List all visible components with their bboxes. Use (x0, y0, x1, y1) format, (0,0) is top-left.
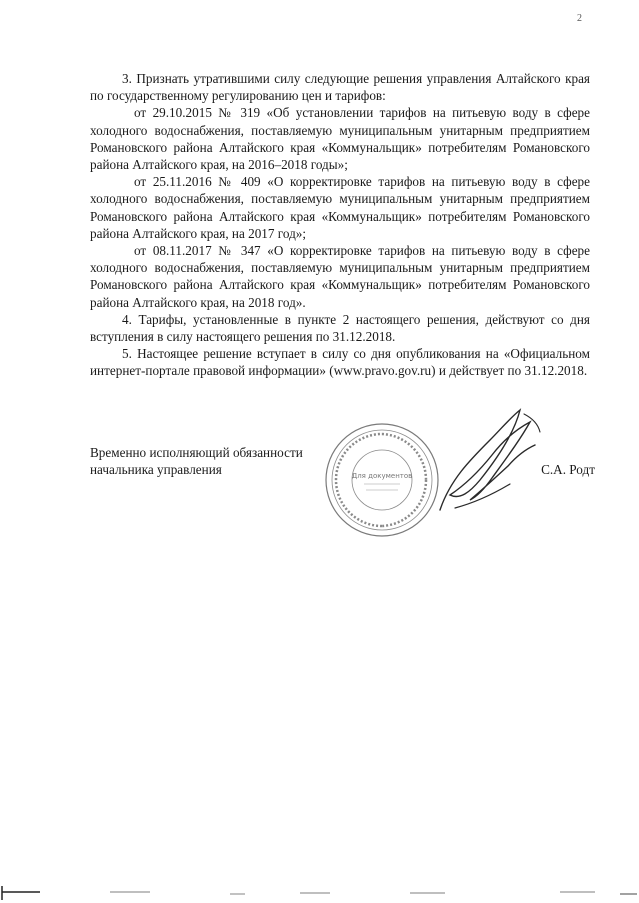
stamp-inner-text: Для документов (351, 472, 413, 480)
signer-position-line-2: начальника управления (90, 462, 222, 477)
paragraph-3-item-2: от 25.11.2016 № 409 «О корректировке тарифов на питьевую воду в сфере холодного водоснабжения, поставляемую муниципальным унитарным предприятием Романовского района Алтайского края «Коммунальщик» потребителям Романовского района Алтайского края, на 2017 год»; (90, 174, 590, 241)
signer-name: С.А. Родт (541, 462, 595, 477)
document-body (90, 70, 590, 380)
paragraph-3: 3. Признать утратившими силу следующие решения управления Алтайского края по государственному регулированию цен и тарифов: (90, 71, 590, 104)
paragraph-5: 5. Настоящее решение вступает в силу со дня опубликования на «Официальном интернет-портале правовой информации» (www.pravo.gov.ru) и действует по 31.12.2018. (90, 346, 590, 379)
paragraph-4: 4. Тарифы, установленные в пункте 2 настоящего решения, действуют со дня вступления в силу настоящего решения по 31.12.2018. (90, 311, 590, 345)
page-number: 2 (577, 13, 582, 24)
handwritten-signature (420, 400, 550, 530)
paragraph-3-item-3: от 08.11.2017 № 347 «О корректировке тарифов на питьевую воду в сфере холодного водоснабжения, поставляемую муниципальным унитарным предприятием Романовского района Алтайского края «Коммунальщик» потребителям Романовского района Алтайского края, на 2018 год». (90, 243, 590, 310)
scan-edge-marks (0, 880, 639, 903)
paragraph-3-item-1: от 29.10.2015 № 319 «Об установлении тарифов на питьевую воду в сфере холодного водоснабжения, поставляемую муниципальным унитарным предприятием Романовского района Алтайского края «Коммунальщик» потребителям Романовского района Алтайского края, на 2016–2018 годы»; (90, 105, 590, 173)
signer-position-line-1: Временно исполняющий обязанности (90, 445, 303, 460)
